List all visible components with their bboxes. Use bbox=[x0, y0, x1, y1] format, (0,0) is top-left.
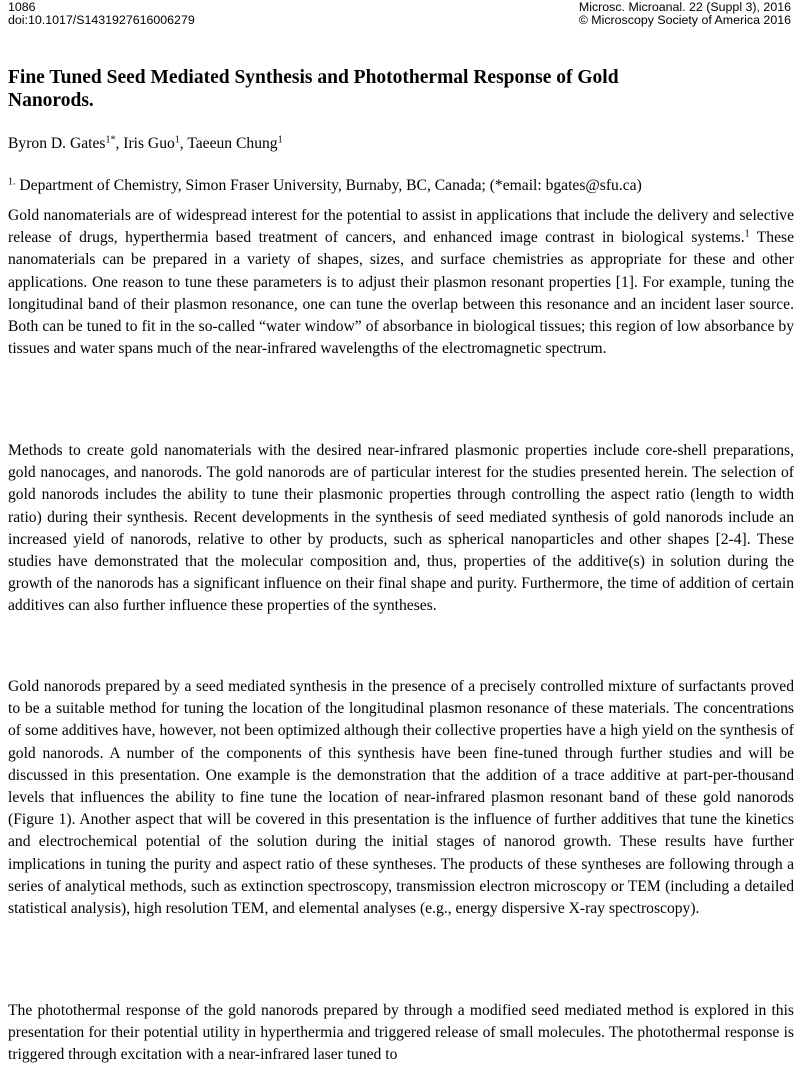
paper-title: Fine Tuned Seed Mediated Synthesis and Photothermal Response of Gold Nanorods. bbox=[8, 67, 619, 111]
copyright: © Microscopy Society of America 2016 bbox=[578, 13, 791, 27]
journal-citation: Microsc. Microanal. 22 (Suppl 3), 2016 bbox=[578, 0, 791, 14]
author-name: Iris Guo bbox=[123, 135, 175, 152]
affiliation-text: Department of Chemistry, Simon Fraser University, Burnaby, BC, Canada; (*email: bgates@sfu.ca) bbox=[15, 177, 642, 194]
running-header-bottom bbox=[8, 13, 791, 28]
author-name: Taeeun Chung bbox=[187, 135, 278, 152]
author-affiliation-mark: 1 bbox=[277, 134, 283, 146]
doi: doi:10.1017/S1431927616006279 bbox=[8, 13, 195, 27]
body-paragraph-2: Methods to create gold nanomaterials with the desired near-infrared plasmonic properties include core-shell preparations, gold nanocages, and nanorods. The gold nanorods are of particular interest for the studies presented herein. The selection of gold nanorods includes the ability to tune their plasmonic properties through controlling the aspect ratio (length to width ratio) during their synthesis. Recent developments in the synthesis of seed mediated synthesis of gold nanorods include an increased yield of nanorods, relative to other by products, such as spherical nanoparticles and other shapes [2-4]. These studies have demonstrated that the molecular composition and, thus, properties of the additive(s) in solution during the growth of the nanorods has a significant influence on their final shape and purity. Furthermore, the time of addition of certain additives can also further influence these properties of the syntheses. bbox=[8, 442, 794, 615]
author-list: Byron D. Gates$^{1*}$, Iris Guo$^1$, Taeeun Chung$^1$ bbox=[8, 134, 283, 152]
affiliation bbox=[8, 176, 642, 196]
paragraph-text: These nanomaterials can be prepared in a variety of shapes, sizes, and surface chemistries as appropriate for these and other applications. One reason to tune these parameters is to adjust their plasmon resonant properties [1]. For example, tuning the longitudinal band of their plasmon resonance, one can tune the overlap between this resonance and an incident laser source. Both can be tuned to fit in the so-called “water window” of absorbance in biological tissues; this region of low absorbance by tissues and water spans much of the near-infrared wavelengths of the electromagnetic spectrum. bbox=[8, 229, 794, 358]
paragraph-text: Gold nanomaterials are of widespread interest for the potential to assist in applications that include the delivery and selective release of drugs, hyperthermia based treatment of cancers, and enhanced image contrast in biological systems. bbox=[8, 207, 794, 247]
page-number: 1086 bbox=[8, 0, 36, 14]
citation-mark: 1 bbox=[744, 228, 750, 240]
author-affiliation-mark: 1 bbox=[174, 134, 180, 146]
body-paragraph-4: The photothermal response of the gold nanorods prepared by through a modified seed mediated method is explored in this presentation for their potential utility in hyperthermia and triggered release of small molecules. The photothermal response is triggered through excitation with a near-infrared laser tuned to bbox=[8, 1002, 794, 1064]
affiliation-mark: 1. bbox=[8, 176, 16, 188]
body-paragraph-1 bbox=[8, 205, 794, 360]
author-affiliation-mark: 1* bbox=[105, 134, 116, 146]
author-name: Byron D. Gates bbox=[8, 135, 106, 152]
body-paragraph-3: Gold nanorods prepared by a seed mediated synthesis in the presence of a precisely controlled mixture of surfactants proved to be a suitable method for tuning the location of the longitudinal plasmon resonance of these materials. The concentrations of some additives have, however, not been optimized although their collective properties have a high yield on the synthesis of gold nanorods. A number of the components of this synthesis have been fine-tuned through further studies and will be discussed in this presentation. One example is the demonstration that the addition of a trace additive at part-per-thousand levels that influences the ability to fine tune the location of near-infrared plasmon resonant band of these gold nanorods (Figure 1). Another aspect that will be covered in this presentation is the influence of further additives that tune the kinetics and electrochemical potential of the solution during the initial stages of nanorod growth. These results have further implications in tuning the purity and aspect ratio of these syntheses. The products of these syntheses are following through a series of analytical methods, such as extinction spectroscopy, transmission electron microscopy or TEM (including a detailed statistical analysis), high resolution TEM, and elemental analyses (e.g., energy dispersive X-ray spectroscopy). bbox=[8, 678, 794, 918]
